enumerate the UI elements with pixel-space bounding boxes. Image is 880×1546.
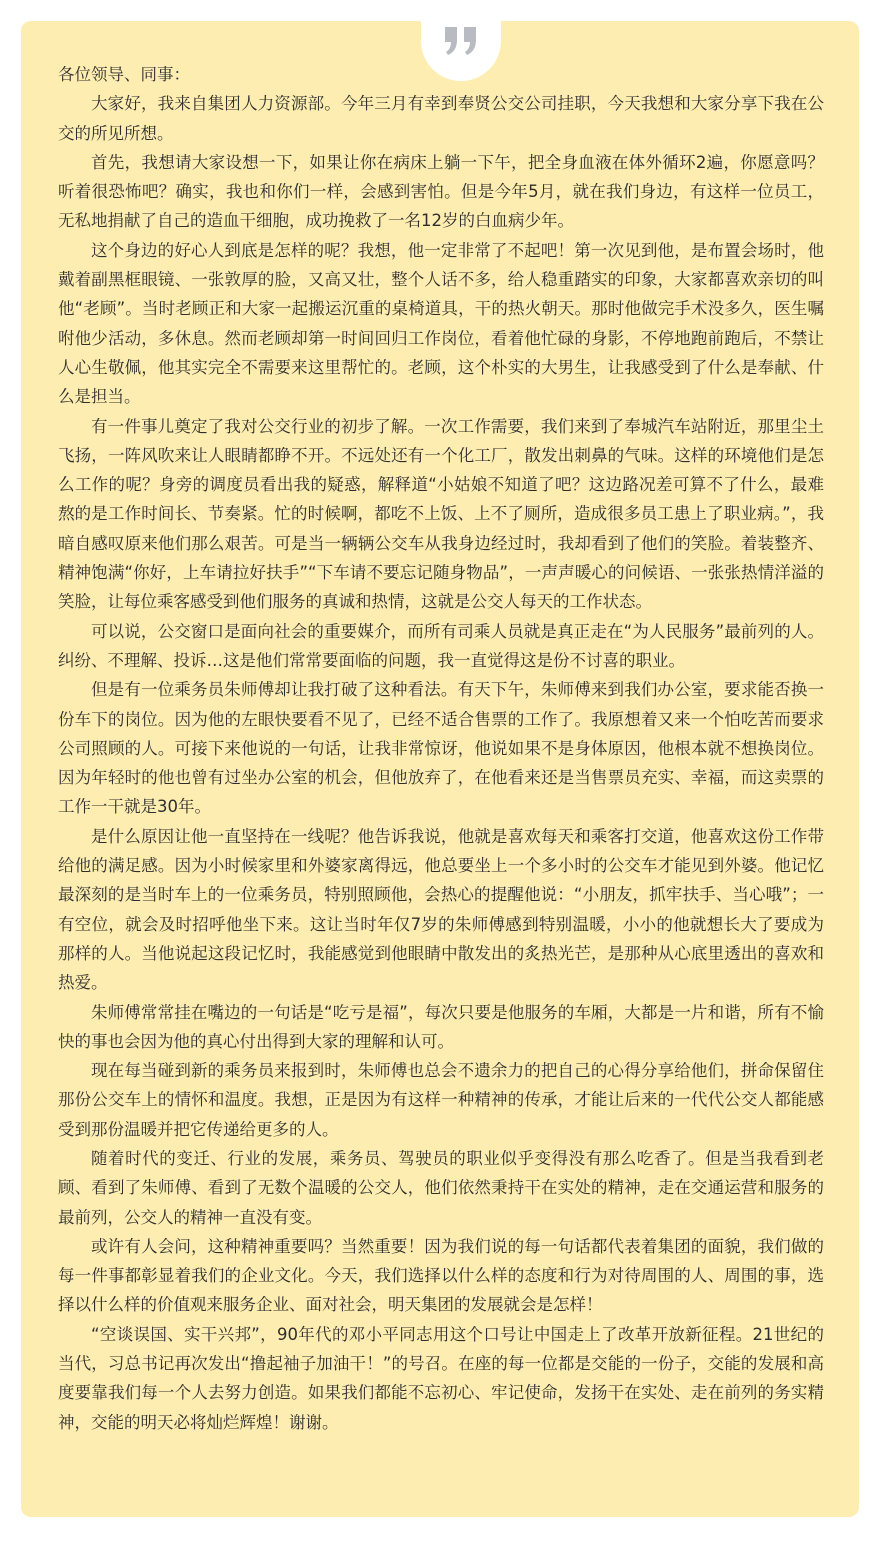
quote-icon: [442, 23, 480, 59]
paragraph-motto: 朱师傅常常挂在嘴边的一句话是“吃亏是福”，每次只要是他服务的车厢，大都是一片和谐，所有不愉快的事也会因为他的真心付出得到大家的理解和认可。: [58, 1002, 824, 1051]
greeting: 各位领导、同事：: [58, 65, 190, 84]
paragraph-donation: 首先，我想请大家设想一下，如果让你在病床上躺一下午，把全身血液在体外循环2遍，你愿意吗？听着很恐怖吧？确实，我也和你们一样，会感到害怕。但是今年5月，就在我们身边，有这样一位员工，无私地捐献了自己的造血干细胞，成功挽救了一名12岁的白血病少年。: [58, 152, 824, 231]
paragraph-laogu: 这个身边的好心人到底是怎样的呢？我想，他一定非常了不起吧！第一次见到他，是布置会场时，他戴着副黑框眼镜、一张敦厚的脸，又高又壮，整个人话不多，给人稳重踏实的印象，大家都喜欢亲切的叫他“老顾”。当时老顾正和大家一起搬运沉重的桌椅道具，干的热火朝天。那时他做完手术没多久，医生嘱咐他少活动，多休息。然而老顾却第一时间回归工作岗位，看着他忙碌的身影，不停地跑前跑后，不禁让人心生敬佩，他其实完全不需要来这里帮忙的。老顾，这个朴实的大男生，让我感受到了什么是奉献、什么是担当。: [58, 240, 824, 407]
paragraph-reason: 是什么原因让他一直坚持在一线呢？他告诉我说，他就是喜欢每天和乘客打交道，他喜欢这份工作带给他的满足感。因为小时候家里和外婆家离得远，他总要坐上一个多小时的公交车才能见到外婆。他记忆最深刻的是当时车上的一位乘务员，特别照顾他，会热心的提醒他说：“小朋友，抓牢扶手、当心哦”；一有空位，就会及时招呼他坐下来。这让当时年仅7岁的朱师傅感到特别温暖，小小的他就想长大了要成为那样的人。当他说起这段记忆时，我能感觉到他眼睛中散发出的炙热光芒，是那种从心底里透出的喜欢和热爱。: [58, 826, 824, 993]
speech-text: [58, 60, 824, 1437]
paragraph-intro: 大家好，我来自集团人力资源部。今年三月有幸到奉贤公交公司挂职，今天我想和大家分享下我在公交的所见所想。: [58, 94, 824, 143]
paragraph-changes: 随着时代的变迁、行业的发展，乘务员、驾驶员的职业似乎变得没有那么吃香了。但是当我看到老顾、看到了朱师傅、看到了无数个温暖的公交人，他们依然秉持干在实处的精神，走在交通运营和服务的最前列，公交人的精神一直没有变。: [58, 1148, 824, 1227]
paragraph-bus-station: 有一件事儿奠定了我对公交行业的初步了解。一次工作需要，我们来到了奉城汽车站附近，那里尘土飞扬，一阵风吹来让人眼睛都睁不开。不远处还有一个化工厂，散发出刺鼻的气味。这样的环境他们是怎么工作的呢？身旁的调度员看出我的疑惑，解释道“小姑娘不知道了吧？这边路况差可算不了什么，最难熬的是工作时间长、节奏紧。忙的时候啊，都吃不上饭、上不了厕所，造成很多员工患上了职业病。”，我暗自感叹原来他们那么艰苦。可是当一辆辆公交车从我身边经过时，我却看到了他们的笑脸。着装整齐、精神饱满“你好，上车请拉好扶手”“下车请不要忘记随身物品”，一声声暖心的问候语、一张张热情洋溢的笑脸，让每位乘客感受到他们服务的真诚和热情，这就是公交人每天的工作状态。: [58, 416, 824, 612]
paragraph-importance: 或许有人会问，这种精神重要吗？当然重要！因为我们说的每一句话都代表着集团的面貌，我们做的每一件事都彰显着我们的企业文化。今天，我们选择以什么样的态度和行为对待周围的人、周围的事，选择以什么样的价值观来服务企业、面对社会，明天集团的发展就会是怎样！: [58, 1236, 824, 1315]
paragraph-inheritance: 现在每当碰到新的乘务员来报到时，朱师傅也总会不遗余力的把自己的心得分享给他们，拼命保留住那份公交车上的情怀和温度。我想，正是因为有这样一种精神的传承，才能让后来的一代代公交人都能感受到那份温暖并把它传递给更多的人。: [58, 1061, 824, 1139]
paragraph-service-window: 可以说，公交窗口是面向社会的重要媒介，而所有司乘人员就是真正走在“为人民服务”最前列的人。纠纷、不理解、投诉…这是他们常常要面临的问题，我一直觉得这是份不讨喜的职业。: [58, 621, 824, 670]
paragraph-master-zhu: 但是有一位乘务员朱师傅却让我打破了这种看法。有天下午，朱师傅来到我们办公室，要求能否换一份车下的岗位。因为他的左眼快要看不见了，已经不适合售票的工作了。我原想着又来一个怕吃苦而要求公司照顾的人。可接下来他说的一句话，让我非常惊讶，他说如果不是身体原因，他根本就不想换岗位。因为年轻时的他也曾有过坐办公室的机会，但他放弃了，在他看来还是当售票员充实、幸福，而这卖票的工作一干就是30年。: [58, 680, 824, 817]
paragraph-conclusion: “空谈误国、实干兴邦”，90年代的邓小平同志用这个口号让中国走上了改革开放新征程。21世纪的当代，习总书记再次发出“撸起袖子加油干！”的号召。在座的每一位都是交能的一份子，交能的发展和高度要靠我们每一个人去努力创造。如果我们都能不忘初心、牢记使命，发扬干在实处、走在前列的务实精神，交能的明天必将灿烂辉煌！谢谢。: [58, 1324, 824, 1432]
